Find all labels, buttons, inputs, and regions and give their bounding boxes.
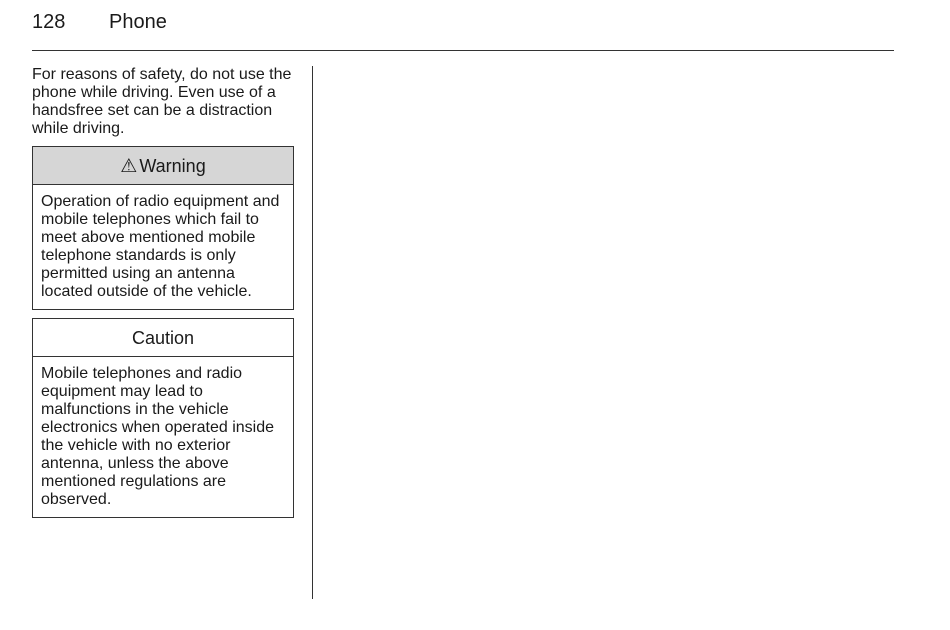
warning-header (33, 147, 293, 185)
section-title: Phone (109, 11, 167, 33)
caution-header (33, 319, 293, 357)
column-divider (312, 66, 313, 599)
header-divider (32, 50, 894, 51)
caution-body: Mobile telephones and radio equipment may lead to malfunctions in the vehicle electronics when operated inside the vehicle with no exterior antenna, unless the above mentioned regulations are observed. (41, 365, 275, 508)
left-column (32, 66, 298, 518)
caution-title: Caution (131, 327, 195, 348)
caution-box (32, 318, 294, 518)
warning-title: Warning (139, 155, 206, 176)
warning-body: Operation of radio equipment and mobile telephones which fail to meet above mentioned mobile telephone standards is only permitted using an antenna located outside of the vehicle. (41, 193, 280, 300)
warning-box (32, 146, 294, 310)
warning-triangle-icon: ⚠ (120, 154, 138, 177)
page-header (32, 9, 894, 37)
page-number: 128 (32, 11, 66, 33)
intro-paragraph: For reasons of safety, do not use the phone while driving. Even use of a handsfree set can be a distraction while driving. (32, 66, 292, 137)
